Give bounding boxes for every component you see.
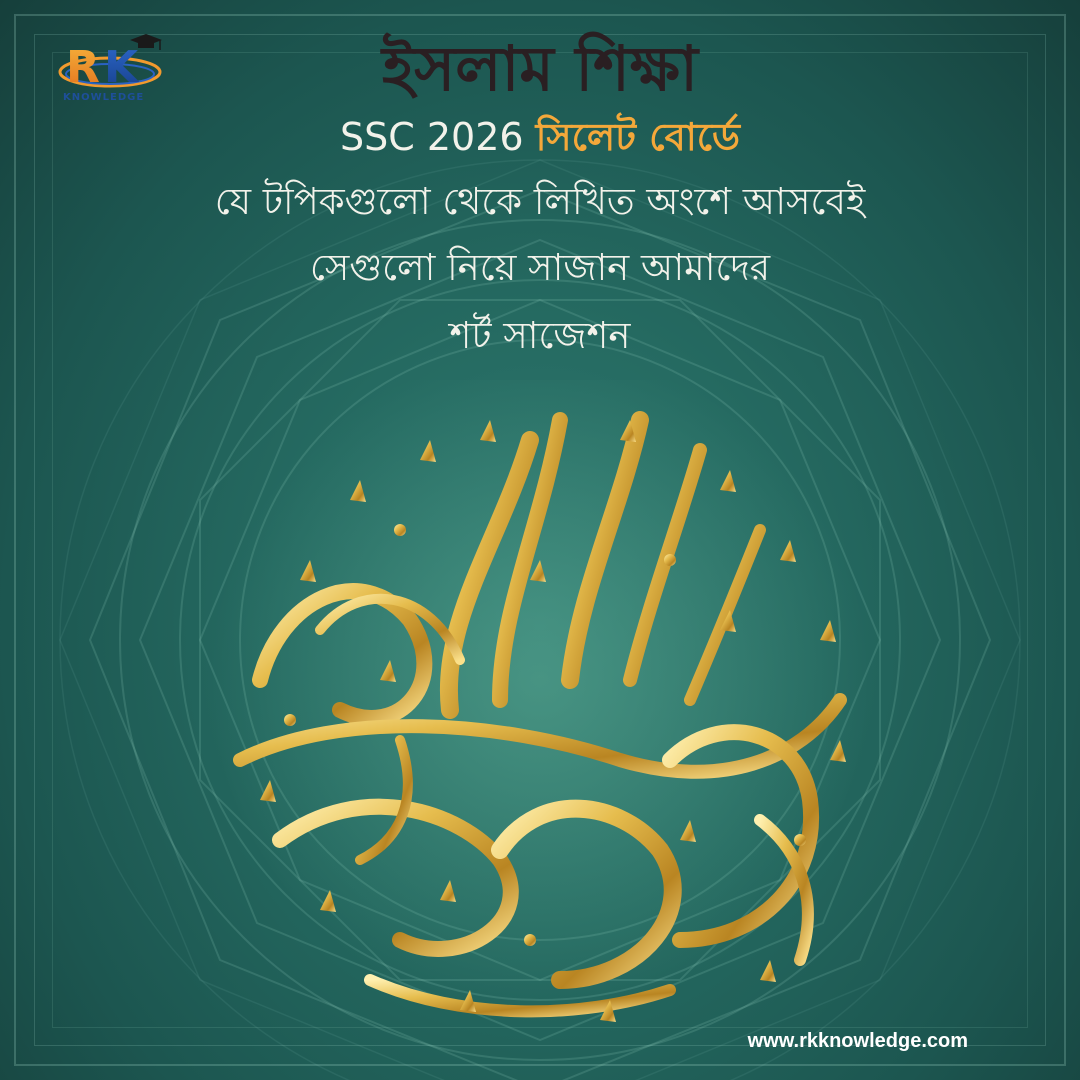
logo-subtitle: KNOWLEDGE (63, 92, 145, 103)
board-highlight: সিলেট বোর্ডে (535, 115, 740, 159)
kalima-calligraphy (200, 380, 880, 1060)
website-url[interactable]: www.rkknowledge.com (747, 1030, 968, 1052)
exam-line (0, 108, 1080, 172)
subtitle-line-3: সেগুলো নিয়ে সাজান আমাদের (309, 246, 771, 289)
subtitle-line-2: যে টপিকগুলো থেকে লিখিত অংশে আসবেই (214, 180, 866, 223)
page-title: ইসলাম শিক্ষা (381, 32, 699, 105)
svg-text:R: R (66, 42, 100, 93)
exam-year: SSC 2026 (340, 115, 536, 159)
svg-text:K: K (104, 42, 139, 93)
subtitle-line-4: শর্ট সাজেশন (449, 314, 631, 357)
